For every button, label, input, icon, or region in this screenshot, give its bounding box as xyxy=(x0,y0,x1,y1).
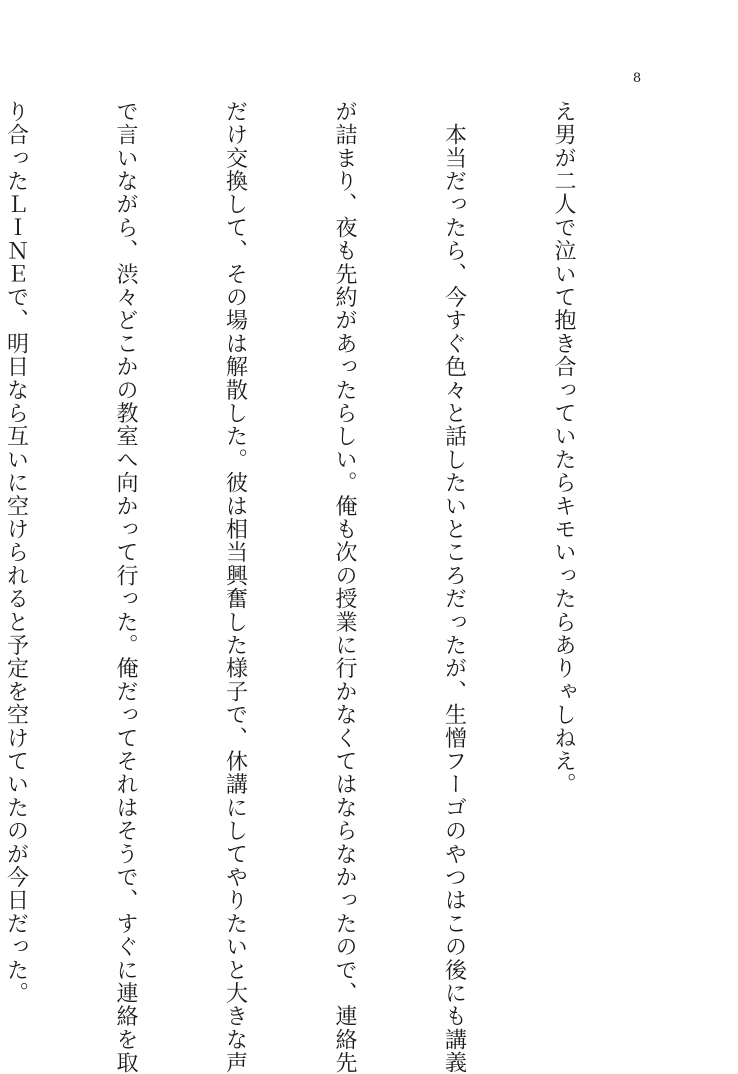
text-line: だけ交換して、その場は解散した。彼は相当興奮した様子で、休講にしてやりたいと大きな声 xyxy=(222,100,248,1074)
page-number: 8 xyxy=(632,71,642,86)
text-line: え男が二人で泣いて抱き合っていたらキモいったらありゃしねえ。 xyxy=(551,100,576,796)
text-line: が詰まり、夜も先約があったらしい。俺も次の授業に行かなくてはならなかったので、連絡先 xyxy=(332,100,357,1074)
text-line: で言いながら、渋々どこかの教室へ向かって行った。俺だってそれはそうで、すぐに連絡を取 xyxy=(113,100,138,1074)
text-line: 本当だったら、今すぐ色々と話したいところだったが、生憎フーゴのやつはこの後にも講義 xyxy=(441,100,467,1074)
vertical-text-body xyxy=(0,100,654,1074)
text-line: り合ったＬＩＮＥで、明日なら互いに空けられると予定を空けていたのが今日だった。 xyxy=(3,100,29,1005)
